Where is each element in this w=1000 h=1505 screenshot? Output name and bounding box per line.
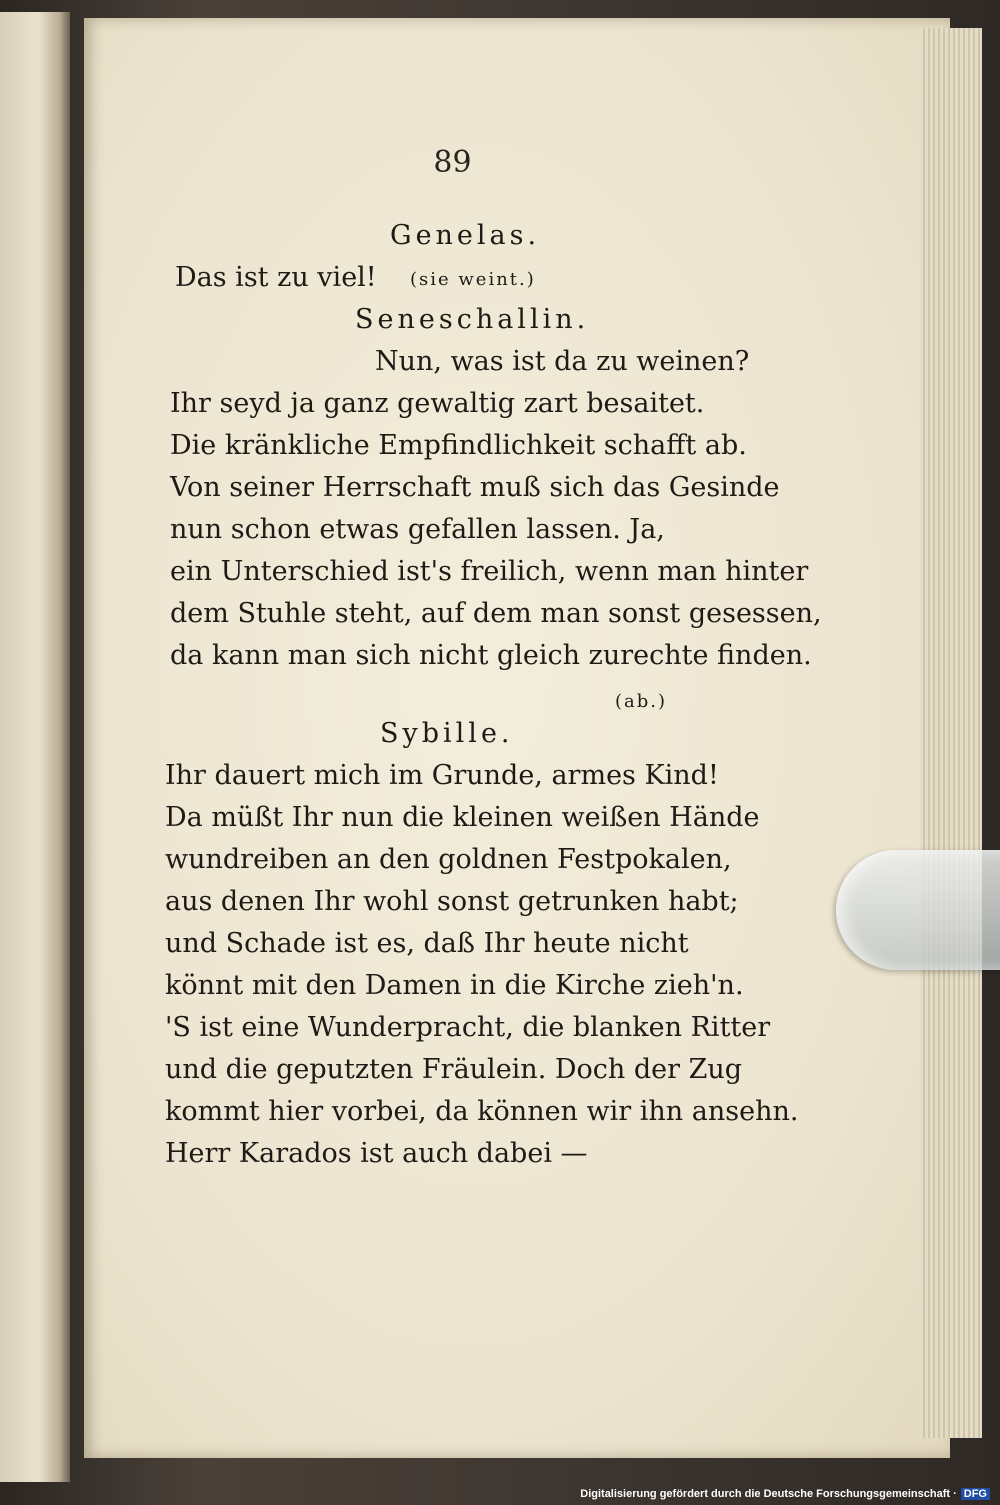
text-line: und die geputzten Fräulein. Doch der Zug bbox=[165, 1054, 743, 1085]
text-line: da kann man sich nicht gleich zurechte finden. bbox=[170, 640, 812, 671]
text-line: Die kränkliche Empfindlichkeit schafft ab. bbox=[170, 430, 747, 461]
dfg-logo: DFG bbox=[961, 1488, 990, 1500]
text-line: Das ist zu viel! bbox=[175, 262, 377, 293]
text-line: Ihr dauert mich im Grunde, armes Kind! bbox=[165, 760, 719, 791]
text-line: Ihr seyd ja ganz gewaltig zart besaitet. bbox=[170, 388, 705, 419]
speaker-genelas: Genelas. bbox=[390, 220, 541, 251]
stage-direction: (sie weint.) bbox=[410, 269, 536, 290]
footer-text: Digitalisierung gefördert durch die Deutsche Forschungsgemeinschaft · bbox=[580, 1488, 957, 1500]
speaker-sybille: Sybille. bbox=[380, 718, 514, 749]
page-clip-weight bbox=[836, 850, 1000, 970]
text-line: wundreiben an den goldnen Festpokalen, bbox=[165, 844, 732, 875]
text-line: Nun, was ist da zu weinen? bbox=[375, 346, 750, 377]
text-line: Herr Karados ist auch dabei — bbox=[165, 1138, 588, 1169]
text-line: ein Unterschied ist's freilich, wenn man hinter bbox=[170, 556, 809, 587]
text-line: Von seiner Herrschaft muß sich das Gesinde bbox=[170, 472, 780, 503]
stage-direction: (ab.) bbox=[615, 691, 668, 712]
text-line: Da müßt Ihr nun die kleinen weißen Hände bbox=[165, 802, 760, 833]
footer-credit bbox=[580, 1488, 990, 1500]
left-page-edge bbox=[0, 12, 70, 1482]
text-line: kommt hier vorbei, da können wir ihn ansehn. bbox=[165, 1096, 799, 1127]
text-line: und Schade ist es, daß Ihr heute nicht bbox=[165, 928, 689, 959]
text-line: dem Stuhle steht, auf dem man sonst gesessen, bbox=[170, 598, 822, 629]
text-line: aus denen Ihr wohl sonst getrunken habt; bbox=[165, 886, 739, 917]
text-line: 'S ist eine Wunderpracht, die blanken Ritter bbox=[165, 1012, 771, 1043]
text-line: nun schon etwas gefallen lassen. Ja, bbox=[170, 514, 665, 545]
page-number: 89 bbox=[433, 145, 472, 180]
text-line: könnt mit den Damen in die Kirche zieh'n. bbox=[165, 970, 744, 1001]
page-edges bbox=[920, 28, 982, 1438]
speaker-seneschallin: Seneschallin. bbox=[355, 304, 590, 335]
